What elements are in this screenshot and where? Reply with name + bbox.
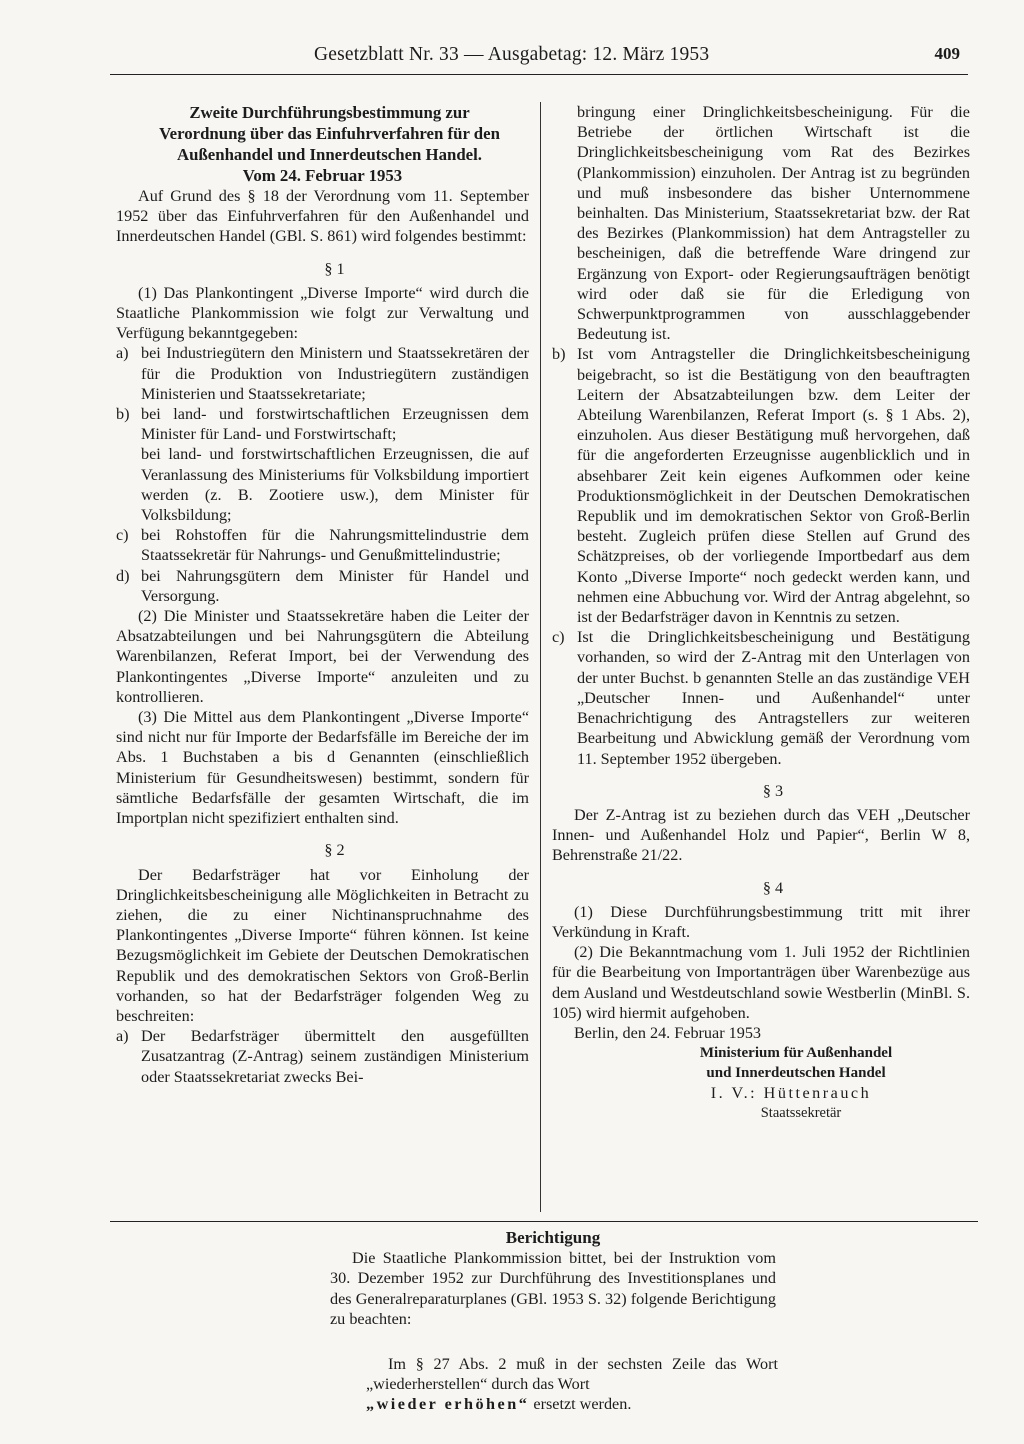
column-divider — [540, 102, 541, 1212]
signature-role: Staatssekretär — [760, 1105, 842, 1122]
preamble: Auf Grund des § 18 der Verordnung vom 11. September 1952 über das Einfuhrverfahren für den Außenhandel und Innerdeutschen Handel (GBl. S. 861) wird folgendes bestimmt: — [116, 187, 529, 246]
list-item-label: a) — [116, 1027, 129, 1046]
left-column — [116, 102, 529, 1087]
correction-text: Die Staatliche Plankommission bittet, bei der Instruktion vom 30. Dezember 1952 zur Durchführung des Investitionsplanes und des Generalreparaturplanes (GBl. 1953 S. 32) folgende Berichtigung zu beachten: — [330, 1249, 776, 1328]
list-item-text: bei Nahrungsgütern dem Minister für Handel und Versorgung. — [141, 566, 529, 605]
list-item-text: bei Industriegütern den Ministern und Staatssekretären der für die Produktion von Industriegütern zuständigen Ministerien und Staatssekretariate; — [141, 344, 529, 403]
list-item — [116, 525, 529, 565]
list-item — [116, 343, 529, 404]
section-1-heading: § 1 — [324, 259, 345, 278]
list-item-text: Der Bedarfsträger übermittelt den ausgefüllten Zusatzantrag (Z-Antrag) seinem zuständigen Ministerium oder Staatssekretariat zwecks Bei- — [141, 1027, 529, 1086]
list-item-label: a) — [116, 344, 129, 363]
header-title: Gesetzblatt Nr. 33 — Ausgabetag: 12. März 1953 — [314, 44, 710, 65]
signature-organization: und Innerdeutschen Handel — [706, 1065, 886, 1082]
section-1-para-1: (1) Das Plankontingent „Diverse Importe“ wird durch die Staatliche Plankommission wie folgt zur Verwaltung und Verfügung bekanntgegeben: — [116, 283, 529, 343]
list-item — [552, 102, 970, 344]
list-item — [552, 344, 970, 627]
list-item — [116, 1026, 529, 1087]
header-rule — [110, 74, 968, 75]
list-item-label: c) — [116, 526, 129, 545]
document-date: Vom 24. Februar 1953 — [242, 166, 403, 185]
list-item-label: b) — [552, 345, 566, 364]
correction-title: Berichtigung — [505, 1228, 601, 1247]
section-2-para-1: Der Bedarfsträger hat vor Einholung der Dringlichkeitsbescheinigung alle Möglichkeiten in Betracht zu ziehen, die zu einer Nichtinanspruchnahme des Plankontingentes „Diverse Importe“ führen können. Ist keine Bezugsmöglichkeit im Gebiete der Deutschen Demokratischen Republik und des demokratischen Sektors von Groß-Berlin vorhanden, so hat der Bedarfsträger folgenden Weg zu beschreiten: — [116, 865, 529, 1025]
document-title: Zweite Durchführungsbestimmung zur Verordnung über das Einfuhrverfahren für den Außenhandel und Innerdeutschen Handel. — [159, 103, 500, 164]
list-item-text: Ist die Dringlichkeitsbescheinigung und Bestätigung vorhanden, so wird der Z-Antrag mit den Unterlagen von der unter Buchst. b genannten Stelle an das zuständige VEH „Deutscher Innen- und Außenhandel“ unter Benachrichtigung des Antragstellers zur weiteren Bearbeitung und Abwicklung gemäß der Verordnung vom 11. September 1952 übergeben. — [577, 628, 970, 768]
section-1-para-2: (2) Die Minister und Staatssekretäre haben die Leiter der Absatzabteilungen und bei Nahrungsgütern die Abteilung Warenbilanzen, Referat Import, bei der Verwendung des Plankontingentes „Diverse Importe“ anzuleiten und zu kontrollieren. — [116, 607, 529, 706]
correction-quote-end: ersetzt werden. — [529, 1395, 632, 1414]
signature-name: I. V.: Hüttenrauch — [710, 1084, 872, 1103]
section-rule — [110, 1221, 978, 1222]
section-3-para-1: Der Z-Antrag ist zu beziehen durch das VEH „Deutscher Innen- und Außenhandel Holz und Papier“, Berlin W 8, Behrenstraße 21/22. — [552, 805, 970, 865]
signature-organization: Ministerium für Außenhandel — [699, 1045, 893, 1062]
list-item-label: b) — [116, 405, 130, 424]
correction-replacement-word: „wieder erhöhen“ — [366, 1395, 530, 1414]
list-item — [116, 566, 529, 606]
section-4-para-2: (2) Die Bekanntmachung vom 1. Juli 1952 der Richtlinien für die Bearbeitung von Importanträgen über Warenbezüge aus dem Ausland und Westdeutschland sowie Westberlin (MinBl. S. 105) wird hiermit aufgehoben. — [552, 943, 970, 1022]
list-item — [552, 627, 970, 768]
section-4-heading: § 4 — [762, 878, 784, 897]
page-header — [300, 44, 990, 70]
section-3-heading: § 3 — [762, 781, 784, 800]
list-item-text: bei land- und forstwirtschaftlichen Erzeugnissen dem Minister für Land- und Forstwirtschaft; — [141, 405, 529, 444]
correction-quote-text: Im § 27 Abs. 2 muß in der sechsten Zeile das Wort „wiederherstellen“ durch das Wort — [366, 1355, 778, 1394]
signature-place-date: Berlin, den 24. Februar 1953 — [574, 1023, 762, 1042]
list-item-label: c) — [552, 628, 565, 647]
list-item-text: bringung einer Dringlichkeitsbescheinigung. Für die Betriebe der örtlichen Wirtschaft ist die Dringlichkeitsbescheinigung vom Rat des Bezirkes (Plankommission) einzuholen. Der Antrag ist zu begründen und muß insbesondere das bisher Unternommene beinhalten. Das Ministerium, Staatssekretariat bzw. der Rat des Bezirkes (Plankommission) hat dem Antragsteller zu bescheinigen, daß die betreffende Ware dringend zur Ergänzung von Export- oder Regierungsaufträgen benötigt wird oder daß sie für die Erledigung von Schwerpunktprogrammen von ausschlaggebender Bedeutung ist. — [577, 103, 970, 344]
list-item-label: d) — [116, 566, 130, 585]
list-item-text: bei land- und forstwirtschaftlichen Erzeugnissen, die auf Veranlassung des Ministeriums für Volksbildung importiert werden (z. B. Zootiere usw.), dem Minister für Volksbildung; — [141, 445, 529, 525]
correction-notice — [330, 1228, 776, 1329]
correction-quote — [366, 1354, 778, 1415]
list-item-text: bei Rohstoffen für die Nahrungsmittelindustrie dem Staatssekretär für Nahrungs- und Genußmittelindustrie; — [141, 526, 529, 565]
page-number: 409 — [934, 44, 960, 63]
section-4-para-1: (1) Diese Durchführungsbestimmung tritt mit ihrer Verkündung in Kraft. — [552, 902, 970, 941]
section-2-heading: § 2 — [324, 841, 345, 860]
right-column — [552, 102, 970, 1124]
list-item-text: Ist vom Antragsteller die Dringlichkeitsbescheinigung beigebracht, so ist die Bestätigung von den beauftragten Leitern der Absatzabteilungen bzw. dem Leiter der Abteilung Warenbilanzen, Referat Import (s. § 1 Abs. 2), einzuholen. Aus dieser Bestätigung muß hervorgehen, daß für die angeforderten Erzeugnisse augenblicklich und in absehbarer Zeit kein eigenes Aufkommen oder keine Produktionsmöglichkeit in der Deutschen Demokratischen Republik und im demokratischen Sektor von Groß-Berlin besteht. Zugleich prüfen diese Stellen auf Grund des Schätzpreises, ob der vorliegende Importbedarf aus dem Konto „Diverse Importe“ noch gedeckt werden kann, und nehmen eine Abbuchung vor. Wird der Antrag abgelehnt, so ist der Bedarfsträger davon in Kenntnis zu setzen. — [577, 345, 970, 627]
section-1-para-3: (3) Die Mittel aus dem Plankontingent „Diverse Importe“ sind nicht nur für Importe der Bedarfsfälle im Bereiche der im Abs. 1 Buchstaben a bis d Genannten (einschließlich Ministerium für Gesundheitswesen) bestimmt, sondern für sämtliche Bedarfsfälle der gesamten Wirtschaft, die im Importplan nicht spezifiziert enthalten sind. — [116, 708, 529, 828]
list-item — [116, 404, 529, 525]
